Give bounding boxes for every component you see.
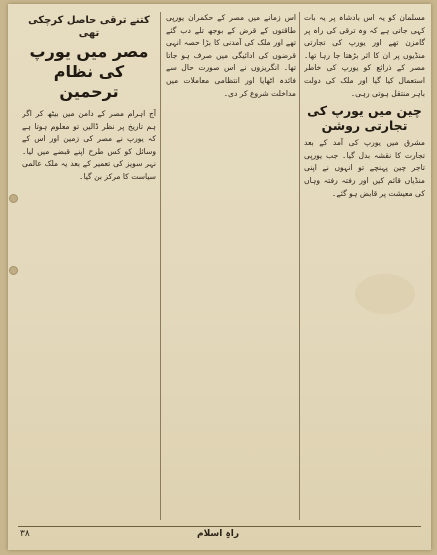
article-kicker: کتنے ترقی حاصل کرچکی تھی <box>28 15 150 39</box>
column-left <box>22 12 156 522</box>
body-text-middle: اس زمانے میں مصر کے حکمران یورپی طاقتوں کے قرض کے بوجھ تلے دب گئے تھے اور ملک کی آمدنی کا بڑا حصہ انہی قرضوں کی ادائیگی میں صرف ہو جاتا تھا۔ انگریزوں نے اس صورت حال سے فائدہ اٹھایا اور انتظامی معاملات میں مداخلت شروع کر دی۔ <box>166 13 296 98</box>
body-text-right-top: مسلمان کو یہ اس بادشاہ پر یہ بات کہی جاتی ہے کہ وہ ترقی کی راہ پر گامزن تھے اور یورپ کی تجارتی منڈیوں پر ان کا اثر بڑھتا جا رہا تھا۔ مصر کے ذرائع کو یورپ کی خاطر استعمال کیا گیا اور ملک کی دولت باہر منتقل ہوتی رہی۔ <box>304 13 425 98</box>
article-title: مصر میں یورپ کی نظام ترحمین <box>29 42 149 101</box>
body-text-right-bottom: مشرق میں یورپ کی آمد کے بعد تجارت کا نقشہ بدل گیا۔ جب یورپی تاجر چین پہنچے تو انہوں نے اپنی منڈیاں قائم کیں اور رفتہ رفتہ وہاں کی معیشت پر قابض ہو گئے۔ <box>304 138 425 198</box>
magazine-title: راہِ اسلام <box>196 529 240 539</box>
section-subheading: چین میں یورپ کی تجارتی روشن <box>307 103 422 134</box>
footer-rule <box>18 526 421 527</box>
column-middle <box>166 12 296 522</box>
column-right <box>304 12 425 522</box>
body-text-left: آج اہرام مصر کے دامن میں بیٹھ کر اگر ہم تاریخ پر نظر ڈالیں تو معلوم ہوتا ہے کہ یورپ نے مصر کی زمین اور اس کے وسائل کو کس طرح اپنے قبضے میں لیا۔ نہر سویز کی تعمیر کے بعد یہ ملک عالمی سیاست کا مرکز بن گیا۔ <box>22 109 156 181</box>
column-divider <box>299 12 300 520</box>
magazine-page <box>8 4 431 550</box>
binding-hole <box>9 194 18 203</box>
binding-hole <box>9 266 18 275</box>
page-number: ۳۸ <box>20 529 30 539</box>
column-divider <box>160 12 161 520</box>
